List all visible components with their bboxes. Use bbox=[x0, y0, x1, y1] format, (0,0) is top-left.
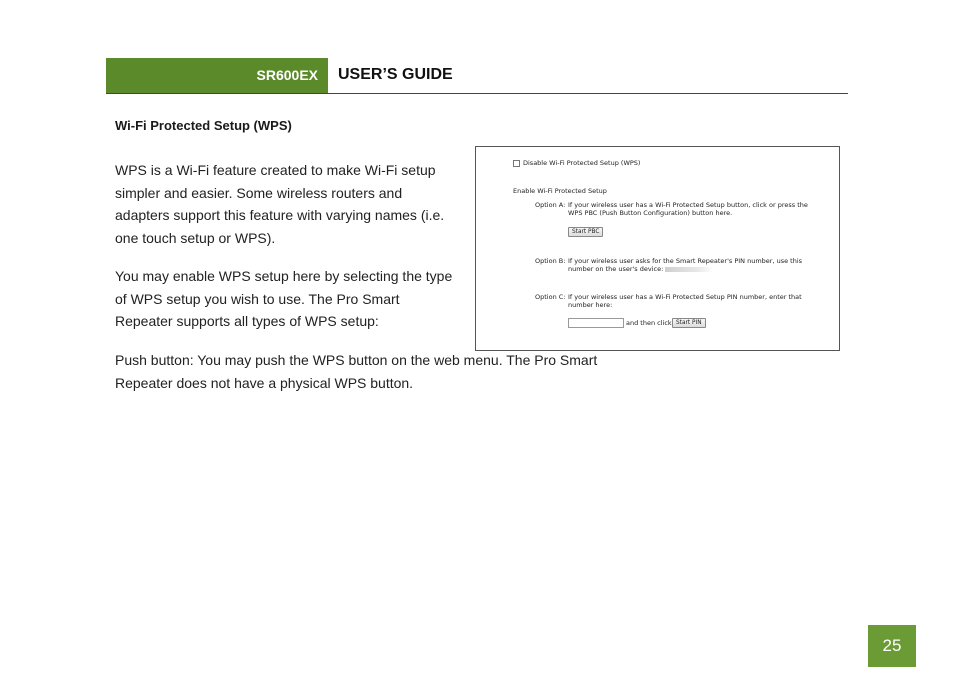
then-click-label: and then click bbox=[626, 319, 672, 327]
paragraph-wps-intro: WPS is a Wi-Fi feature created to make Wi-Fi setup simpler and easier. Some wireless routers and adapters support this feature with varying names (i.e. one touch setup or WPS). bbox=[115, 162, 445, 246]
disable-wps-label: Disable Wi-Fi Protected Setup (WPS) bbox=[523, 159, 641, 167]
wps-settings-screenshot bbox=[475, 146, 840, 351]
device-pin-value bbox=[665, 267, 713, 272]
section-title: Wi-Fi Protected Setup (WPS) bbox=[115, 118, 292, 133]
header-model-bar bbox=[106, 58, 328, 93]
option-b-label: Option B: bbox=[535, 257, 566, 265]
header-divider bbox=[106, 93, 848, 94]
client-pin-input[interactable] bbox=[568, 318, 624, 328]
paragraph-wps-types: You may enable WPS setup here by selecting the type of WPS setup you wish to use. The Pro Smart Repeater supports all types of WPS setup: bbox=[115, 268, 453, 329]
disable-wps-checkbox[interactable] bbox=[513, 160, 520, 167]
disable-wps-row[interactable] bbox=[513, 159, 640, 167]
option-c-text: If your wireless user has a Wi-Fi Protected Setup PIN number, enter that number here: bbox=[568, 293, 802, 309]
header-model: SR600EX bbox=[256, 67, 318, 83]
option-b-row bbox=[568, 257, 808, 273]
header-guide-title: USER’S GUIDE bbox=[338, 66, 453, 83]
option-c-label: Option C: bbox=[535, 293, 566, 301]
option-b-text: If your wireless user asks for the Smart Repeater's PIN number, use this number on the user's device: bbox=[568, 257, 803, 273]
page-number: 25 bbox=[868, 625, 916, 667]
start-pin-button[interactable]: Start PIN bbox=[672, 318, 706, 328]
enable-wps-heading: Enable Wi-Fi Protected Setup bbox=[513, 187, 607, 195]
start-pbc-button[interactable]: Start PBC bbox=[568, 227, 603, 237]
option-a-label: Option A: bbox=[535, 201, 566, 209]
paragraph-push-button: Push button: You may push the WPS button on the web menu. The Pro Smart Repeater does not have a physical WPS button. bbox=[115, 352, 598, 391]
option-a-text: If your wireless user has a Wi-Fi Protected Setup button, click or press the WPS PBC (Push Button Configuration) button here. bbox=[568, 201, 808, 217]
